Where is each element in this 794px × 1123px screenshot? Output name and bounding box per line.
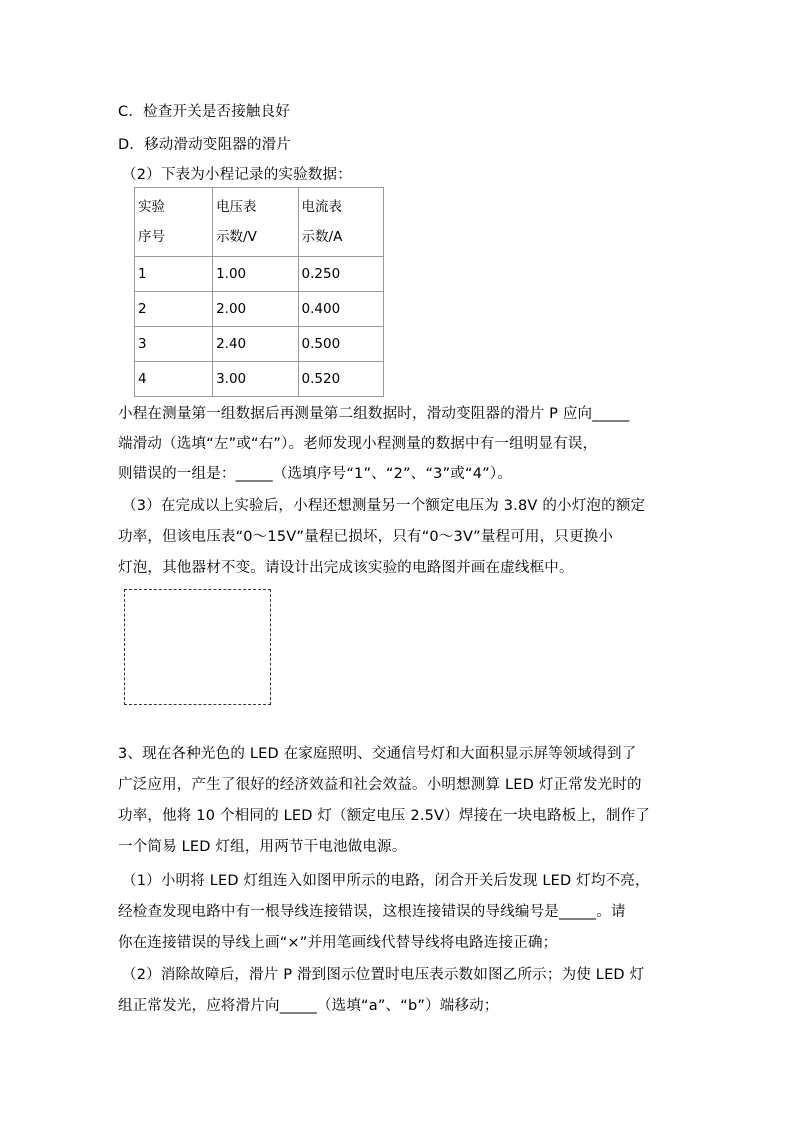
part3-text-line: （3）在完成以上实验后，小程还想测量另一个额定电压为 3.8V 的小灯泡的额定 <box>122 498 646 514</box>
q3-intro-line: 功率，他将 10 个相同的 LED 灯（额定电压 2.5V）焊接在一块电路板上，制作了 <box>118 808 650 824</box>
header-text: 电压表 <box>216 199 257 215</box>
header-text: 实验 <box>138 199 165 215</box>
header-text: 电流表 <box>301 199 343 215</box>
table-cell: 1.00 <box>213 257 298 292</box>
table-cell: 2.00 <box>213 292 298 327</box>
table-cell: 0.250 <box>298 257 383 292</box>
table-cell: 0.400 <box>298 292 383 327</box>
table-header-row <box>135 188 384 257</box>
table-row <box>135 327 384 362</box>
option-c: C．检查开关是否接触良好 <box>118 104 291 120</box>
q3-part1-line: 你在连接错误的导线上画“×”并用笔画线代替导线将电路连接正确； <box>118 935 558 951</box>
q3-part1-line: 经检查发现电路中有一根导线连接错误，这根连接错误的导线编号是_____。请 <box>118 904 626 920</box>
table-row <box>135 257 384 292</box>
part3-text-line: 功率，但该电压表“0～15V”量程已损坏，只有“0～3V”量程可用，只更换小 <box>118 529 614 545</box>
option-d: D．移动滑动变阻器的滑片 <box>118 137 292 153</box>
table-cell: 3.00 <box>213 362 298 397</box>
table-cell: 0.520 <box>298 362 383 397</box>
q3-intro-line: 广泛应用，产生了很好的经济效益和社会效益。小明想测算 LED 灯正常发光时的 <box>118 777 642 793</box>
table-row <box>135 292 384 327</box>
table-cell: 0.500 <box>298 327 383 362</box>
q3-part1-line: （1）小明将 LED 灯组连入如图甲所示的电路，闭合开关后发现 LED 灯均不亮， <box>122 873 650 889</box>
header-text: 示数/V <box>216 229 257 245</box>
q3-part2-line: （2）消除故障后，滑片 P 滑到图示位置时电压表示数如图乙所示；为使 LED 灯 <box>122 967 645 983</box>
part2-text-line: 小程在测量第一组数据后再测量第二组数据时，滑动变阻器的滑片 P 应向_____ <box>118 406 630 422</box>
header-text: 序号 <box>138 229 165 245</box>
header-cell-trial <box>135 188 213 257</box>
part3-text-line: 灯泡，其他器材不变。请设计出完成该实验的电路图并画在虚线框中。 <box>118 560 574 576</box>
q3-part2-line: 组正常发光，应将滑片向_____（选填“a”、“b”）端移动； <box>118 998 499 1014</box>
part2-intro: （2）下表为小程记录的实验数据： <box>122 167 352 183</box>
table-cell: 2.40 <box>213 327 298 362</box>
experiment-data-table <box>134 187 384 397</box>
part2-text-line: 端滑动（选填“左”或“右”）。老师发现小程测量的数据中有一组明显有误， <box>118 436 598 452</box>
table-row <box>135 362 384 397</box>
header-cell-current <box>298 188 383 257</box>
header-cell-voltage <box>213 188 298 257</box>
table-cell: 2 <box>135 292 213 327</box>
table-cell: 3 <box>135 327 213 362</box>
q3-intro-line: 3、现在各种光色的 LED 在家庭照明、交通信号灯和大面积显示屏等领域得到了 <box>118 746 637 762</box>
part2-text-line: 则错误的一组是：_____（选填序号“1”、“2”、“3”或“4”）。 <box>118 466 512 482</box>
circuit-drawing-box[interactable] <box>124 589 271 705</box>
table-cell: 1 <box>135 257 213 292</box>
header-text: 示数/A <box>301 229 343 245</box>
table-cell: 4 <box>135 362 213 397</box>
q3-intro-line: 一个简易 LED 灯组，用两节干电池做电源。 <box>118 839 407 855</box>
